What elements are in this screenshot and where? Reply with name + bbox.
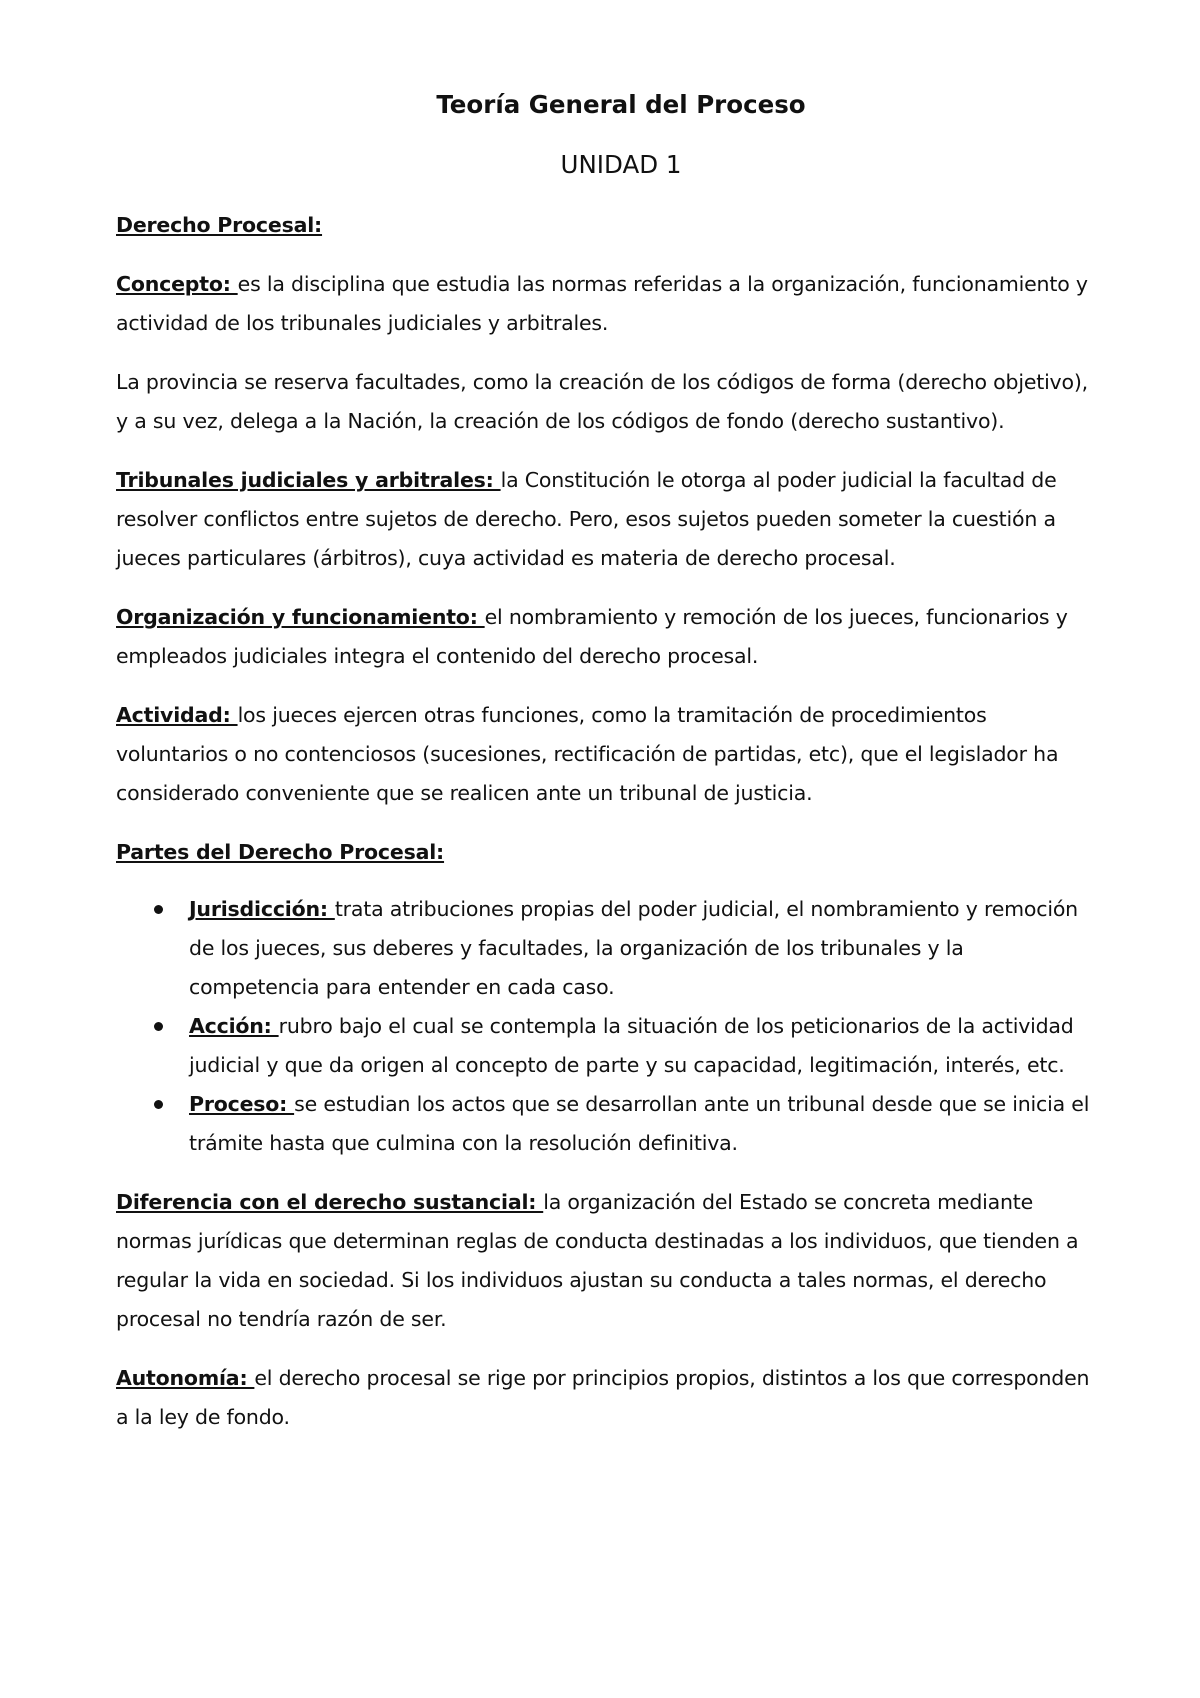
paragraph-organizacion [116,598,1096,676]
text-actividad: los jueces ejercen otras funciones, como la tramitación de procedimientos voluntarios o no contenciosos (sucesiones, rectificación de partidas, etc), que el legislador ha considerado conveniente que se realicen ante un tribunal de justicia. [116,703,1059,805]
label-tribunales: Tribunales judiciales y arbitrales: [116,468,501,492]
text-organizacion: el nombramiento y remoción de los jueces, funcionarios y empleados judiciales integra el contenido del derecho procesal. [116,605,1068,668]
label-jurisdiccion: Jurisdicción: [189,897,335,921]
document-title: Teoría General del Proceso [436,90,806,119]
text-concepto: es la disciplina que estudia las normas referidas a la organización, funcionamiento y actividad de los tribunales judiciales y arbitrales. [116,272,1088,335]
text-tribunales: la Constitución le otorga al poder judicial la facultad de resolver conflictos entre sujetos de derecho. Pero, esos sujetos pueden someter la cuestión a jueces particulares (árbitros), cuya actividad es materia de derecho procesal. [116,468,1057,570]
list-item-accion [116,1007,1096,1085]
paragraph-actividad [116,696,1096,813]
text-proceso: se estudian los actos que se desarrollan ante un tribunal desde que se inicia el trámite hasta que culmina con la resolución definitiva. [189,1092,1090,1155]
partes-list [116,890,1096,1163]
bullet-icon [154,905,163,914]
list-item-jurisdiccion [116,890,1096,1007]
text-jurisdiccion: trata atribuciones propias del poder judicial, el nombramiento y remoción de los jueces, sus deberes y facultades, la organización de los tribunales y la competencia para entender en cada caso. [189,897,1078,999]
label-proceso: Proceso: [189,1092,295,1116]
section-heading-derecho-procesal: Derecho Procesal: [116,213,323,237]
label-diferencia: Diferencia con el derecho sustancial: [116,1190,544,1214]
section-heading-partes: Partes del Derecho Procesal: [116,840,445,864]
text-accion: rubro bajo el cual se contempla la situación de los peticionarios de la actividad judicial y que da origen al concepto de parte y su capacidad, legitimación, interés, etc. [189,1014,1074,1077]
paragraph-tribunales [116,461,1096,578]
document-content [116,88,1096,1437]
label-organizacion: Organización y funcionamiento: [116,605,485,629]
text-diferencia: la organización del Estado se concreta mediante normas jurídicas que determinan reglas de conducta destinadas a los individuos, que tienden a regular la vida en sociedad. Si los individuos ajustan su conducta a tales normas, el derecho procesal no tendría razón de ser. [116,1190,1079,1331]
label-accion: Acción: [189,1014,279,1038]
list-item-proceso [116,1085,1096,1163]
label-concepto: Concepto: [116,272,238,296]
bullet-icon [154,1022,163,1031]
paragraph-autonomia [116,1359,1096,1437]
label-actividad: Actividad: [116,703,238,727]
bullet-icon [154,1100,163,1109]
label-autonomia: Autonomía: [116,1366,255,1390]
paragraph-concepto [116,265,1096,343]
unit-heading: UNIDAD 1 [560,150,682,179]
paragraph-diferencia [116,1183,1096,1339]
paragraph-provincia: La provincia se reserva facultades, como la creación de los códigos de forma (derecho objetivo), y a su vez, delega a la Nación, la creación de los códigos de fondo (derecho sustantivo). [116,370,1088,433]
text-autonomia: el derecho procesal se rige por principios propios, distintos a los que corresponden a la ley de fondo. [116,1366,1090,1429]
